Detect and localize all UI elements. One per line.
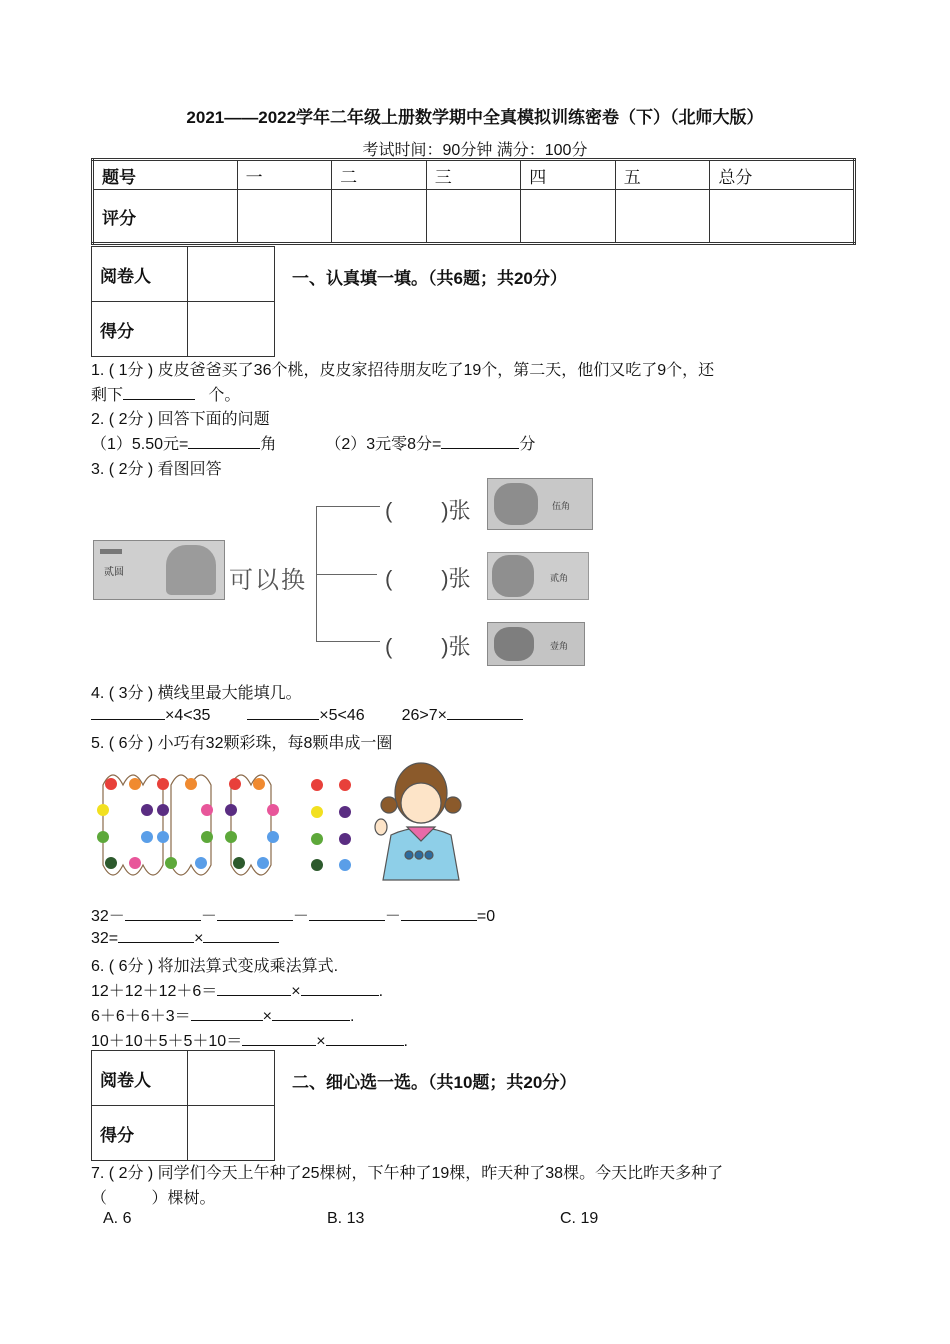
bead bbox=[311, 833, 323, 845]
answer-blank[interactable] bbox=[401, 906, 477, 921]
score-table bbox=[91, 158, 856, 245]
bead bbox=[229, 778, 241, 790]
question-3: 3. ( 2分 ) 看图回答 bbox=[91, 461, 222, 478]
note-label: 贰角 bbox=[550, 573, 569, 583]
girl-illustration bbox=[375, 763, 461, 880]
score-cell[interactable] bbox=[332, 190, 427, 244]
question-2: 2. ( 2分 ) 回答下面的问题 bbox=[91, 411, 270, 428]
bead bbox=[267, 831, 279, 843]
bead bbox=[311, 779, 323, 791]
question-4: 4. ( 3分 ) 横线里最大能填几。 bbox=[91, 685, 302, 702]
bead bbox=[339, 859, 351, 871]
score-label: 得分 bbox=[92, 302, 188, 357]
bead bbox=[105, 857, 117, 869]
reviewer-label: 阅卷人 bbox=[92, 1051, 188, 1106]
bead bbox=[129, 857, 141, 869]
reviewer-label: 阅卷人 bbox=[92, 247, 188, 302]
question-6-line2: 6＋6＋6＋3＝ × . bbox=[91, 1008, 355, 1025]
question-6: 6. ( 6分 ) 将加法算式变成乘法算式. bbox=[91, 958, 339, 975]
answer-blank[interactable] bbox=[447, 705, 523, 720]
bead bbox=[339, 779, 351, 791]
score-table-header: 总分 bbox=[710, 160, 855, 190]
bead bbox=[311, 806, 323, 818]
note-label: 贰圆 bbox=[104, 567, 124, 578]
score-cell[interactable] bbox=[426, 190, 521, 244]
answer-blank[interactable] bbox=[191, 1006, 263, 1021]
grader-box bbox=[91, 246, 275, 357]
one-jiao-note-image bbox=[487, 622, 585, 666]
bead bbox=[201, 831, 213, 843]
bead bbox=[267, 804, 279, 816]
bead bbox=[225, 804, 237, 816]
bead bbox=[201, 804, 213, 816]
bead bbox=[129, 778, 141, 790]
answer-blank[interactable] bbox=[118, 928, 194, 943]
score-cell[interactable] bbox=[188, 302, 275, 357]
score-label: 得分 bbox=[92, 1106, 188, 1161]
bead bbox=[185, 778, 197, 790]
bead bbox=[253, 778, 265, 790]
score-cell[interactable] bbox=[710, 190, 855, 244]
bead bbox=[141, 804, 153, 816]
question-5-line1: 32－ － － － =0 bbox=[91, 908, 496, 925]
score-cell[interactable] bbox=[615, 190, 710, 244]
count-blank-2jiao[interactable]: ( )张 bbox=[385, 566, 471, 591]
answer-blank[interactable] bbox=[123, 385, 195, 400]
answer-blank[interactable] bbox=[441, 434, 519, 449]
answer-blank[interactable] bbox=[301, 981, 379, 996]
grader-box bbox=[91, 1050, 275, 1161]
score-table-header: 五 bbox=[615, 160, 710, 190]
answer-blank[interactable] bbox=[326, 1031, 404, 1046]
bead bbox=[157, 804, 169, 816]
beads-illustration bbox=[91, 755, 481, 890]
option-a[interactable]: A. 6 bbox=[103, 1210, 132, 1227]
section-heading: 二、细心选一选。（共10题；共20分） bbox=[292, 1073, 577, 1092]
bead bbox=[141, 831, 153, 843]
section-heading: 一、认真填一填。（共6题；共20分） bbox=[292, 269, 567, 288]
score-table-header: 四 bbox=[521, 160, 616, 190]
reviewer-cell[interactable] bbox=[188, 1051, 275, 1106]
question-7-cont: （ ）棵树。 bbox=[91, 1190, 216, 1207]
option-c[interactable]: C. 19 bbox=[560, 1210, 599, 1227]
note-label: 伍角 bbox=[552, 501, 571, 511]
bead bbox=[97, 804, 109, 816]
money-diagram bbox=[91, 478, 601, 668]
bead bbox=[105, 778, 117, 790]
option-b[interactable]: B. 13 bbox=[327, 1210, 365, 1227]
answer-blank[interactable] bbox=[242, 1031, 316, 1046]
count-blank-1jiao[interactable]: ( )张 bbox=[385, 634, 471, 659]
score-cell[interactable] bbox=[237, 190, 332, 244]
score-row-label: 评分 bbox=[93, 190, 238, 244]
question-5-line2: 32= × bbox=[91, 928, 279, 948]
question-6-line1: 12＋12＋12＋6＝ × . bbox=[91, 983, 384, 1000]
question-2-parts: （1）5.50元= 角 （2）3元零8分= 分 bbox=[91, 436, 536, 453]
note-label: 壹角 bbox=[550, 641, 569, 651]
bead bbox=[97, 831, 109, 843]
bead bbox=[225, 831, 237, 843]
beads-svg bbox=[91, 755, 481, 890]
answer-blank[interactable] bbox=[272, 1006, 350, 1021]
answer-blank[interactable] bbox=[188, 434, 260, 449]
bead bbox=[339, 833, 351, 845]
score-cell[interactable] bbox=[521, 190, 616, 244]
bead bbox=[165, 857, 177, 869]
reviewer-cell[interactable] bbox=[188, 247, 275, 302]
score-table-header: 一 bbox=[237, 160, 332, 190]
answer-blank[interactable] bbox=[217, 981, 291, 996]
bead bbox=[157, 778, 169, 790]
answer-blank[interactable] bbox=[309, 906, 385, 921]
question-1: 1. ( 1分 ) 皮皮爸爸买了36个桃，皮皮家招待朋友吃了19个，第二天，他们又吃了9个，还 bbox=[91, 362, 715, 379]
score-table-header: 题号 bbox=[93, 160, 238, 190]
score-table-header: 三 bbox=[426, 160, 521, 190]
exchange-text: 可以换 bbox=[229, 567, 307, 594]
question-6-line3: 10＋10＋5＋5＋10＝ × . bbox=[91, 1033, 408, 1050]
bead bbox=[339, 806, 351, 818]
question-4-parts: ×4<35 ×5<46 26>7× bbox=[91, 705, 523, 725]
bead-group bbox=[97, 778, 351, 871]
exam-info: 考试时间：90分钟 满分：100分 bbox=[362, 142, 588, 159]
bead bbox=[311, 859, 323, 871]
question-5: 5. ( 6分 ) 小巧有32颗彩珠，每8颗串成一圈 bbox=[91, 735, 393, 752]
answer-blank[interactable] bbox=[203, 928, 279, 943]
two-yuan-note-image bbox=[93, 540, 225, 600]
score-cell[interactable] bbox=[188, 1106, 275, 1161]
bead bbox=[257, 857, 269, 869]
two-jiao-note-image bbox=[487, 552, 589, 600]
bead bbox=[195, 857, 207, 869]
score-table-header: 二 bbox=[332, 160, 427, 190]
five-jiao-note-image bbox=[487, 478, 593, 530]
answer-blank[interactable] bbox=[125, 906, 201, 921]
answer-blank[interactable] bbox=[217, 906, 293, 921]
answer-blank[interactable] bbox=[247, 705, 319, 720]
bead bbox=[157, 831, 169, 843]
question-1-cont: 剩下 个。 bbox=[91, 387, 241, 404]
page-title: 2021——2022学年二年级上册数学期中全真模拟训练密卷（下）（北师大版） bbox=[186, 108, 764, 127]
answer-blank[interactable] bbox=[91, 705, 165, 720]
bead bbox=[233, 857, 245, 869]
question-7: 7. ( 2分 ) 同学们今天上午种了25棵树，下午种了19棵，昨天种了38棵。今天比昨天多种了 bbox=[91, 1165, 724, 1182]
count-blank-5jiao[interactable]: ( )张 bbox=[385, 498, 471, 523]
